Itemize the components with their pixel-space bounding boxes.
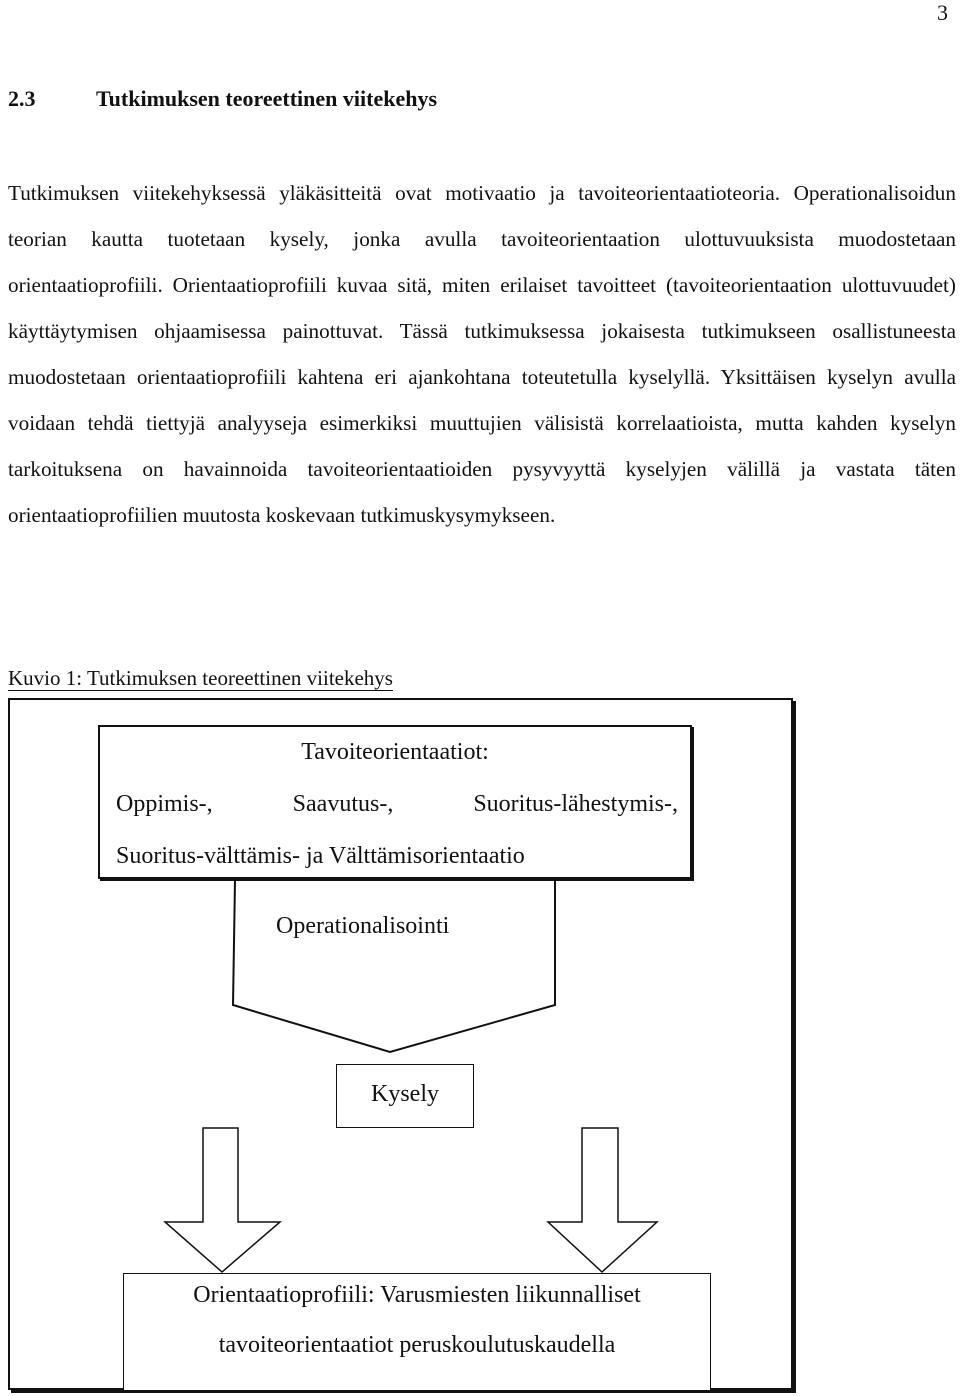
section-number: 2.3 <box>8 86 36 111</box>
goal-orientations-box <box>98 725 692 879</box>
profile-line1: Orientaatioprofiili: Varusmiesten liikunnalliset <box>193 1282 641 1308</box>
body-paragraph: Tutkimuksen viitekehyksessä yläkäsitteitä ovat motivaatio ja tavoiteorientaatioteoria. Operationalisoidun teorian kautta tuotetaan kysely, jonka avulla tavoiteorientaation ulottuvuuksista muodostetaan orientaatioprofiili. Orientaatioprofiili kuvaa sitä, miten erilaiset tavoitteet (tavoiteorientaation ulottuvuudet) käyttäytymisen ohjaamisessa painottuvat. Tässä tutkimuksessa jokaisesta tutkimukseen osallistuneesta muodostetaan orientaatioprofiili kahtena eri ajankohtana toteutetulla kyselyllä. Yksittäisen kyselyn avulla voidaan tehdä tiettyjä analyyseja esimerkiksi muuttujien välisistä korrelaatioista, mutta kahden kyselyn tarkoituksena on havainnoida tavoiteorientaatioiden pysyvyyttä kyselyjen välillä ja vastata täten orientaatioprofiilien muutosta koskevaan tutkimuskysymykseen. <box>8 181 956 527</box>
down-arrow-left <box>165 1128 280 1272</box>
goal-item: Oppimis-, <box>116 791 213 817</box>
page-number: 3 <box>937 0 948 25</box>
survey-box: Kysely <box>336 1064 474 1128</box>
goal-item: Saavutus-, <box>292 791 394 817</box>
orientation-profile-box <box>123 1273 711 1391</box>
goals-list <box>116 791 678 818</box>
goal-item: Suoritus-lähestymis-, <box>473 791 678 817</box>
section-title: Tutkimuksen teoreettinen viitekehys <box>96 86 438 111</box>
figure-caption-text: Kuvio 1: Tutkimuksen teoreettinen viitekehys <box>8 666 393 690</box>
profile-line2: tavoiteorientaatiot peruskoulutuskaudella <box>218 1332 616 1358</box>
goals-line2: Suoritus-välttämis- ja Välttämisorientaatio <box>116 843 525 869</box>
operationalisation-label: Operationalisointi <box>276 913 450 939</box>
goals-title: Tavoiteorientaatiot: <box>301 739 489 765</box>
operationalisation-arrow <box>233 880 555 1052</box>
down-arrow-right <box>548 1128 657 1272</box>
